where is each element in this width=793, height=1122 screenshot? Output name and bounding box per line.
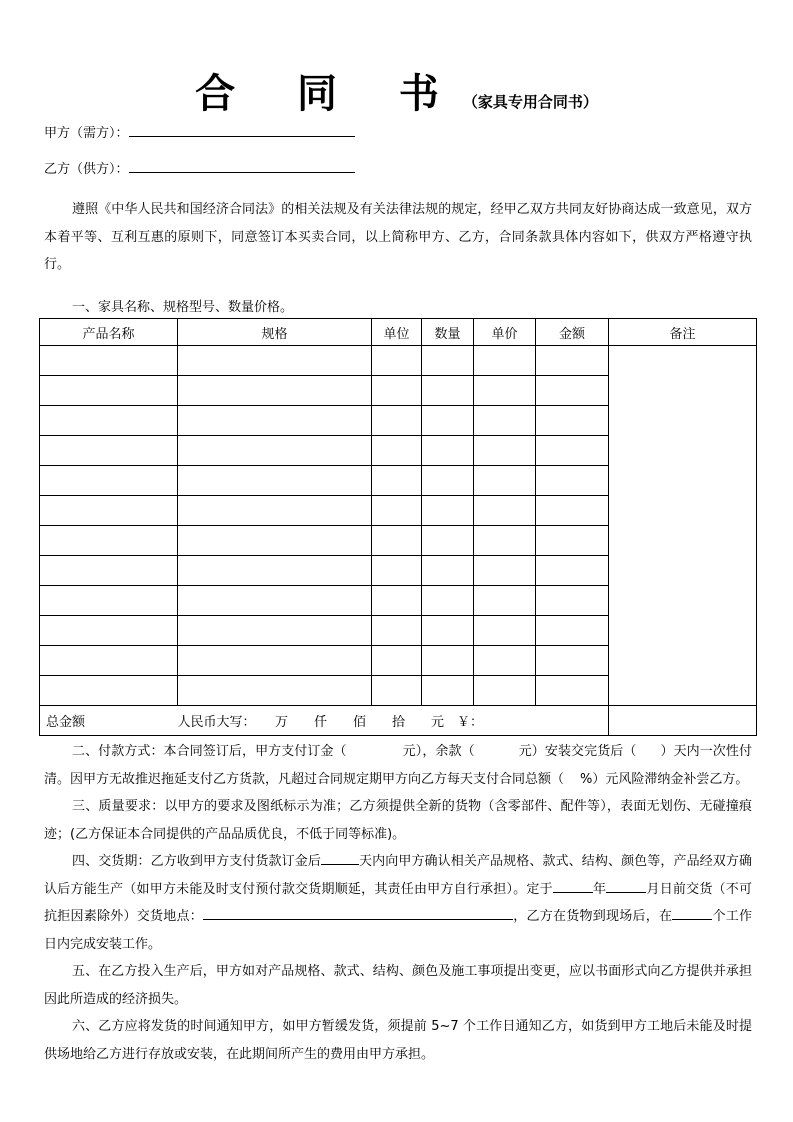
title-sub: （家具专用合同书）: [462, 93, 598, 111]
table-cell[interactable]: [474, 436, 536, 466]
table-cell[interactable]: [178, 526, 372, 556]
term-4-text-f: 个工作日内完成安装工作。: [44, 909, 752, 952]
term-4-text-a: 四、交货期：乙方收到甲方支付货款订金后: [72, 854, 321, 869]
header-remarks: 备注: [609, 319, 757, 346]
table-cell[interactable]: [40, 526, 178, 556]
table-cell[interactable]: [178, 676, 372, 706]
table-cell[interactable]: [536, 346, 609, 376]
header-unit: 单位: [372, 319, 422, 346]
table-cell[interactable]: [422, 676, 474, 706]
confirm-days-blank[interactable]: [321, 852, 359, 865]
title-main: 合 同 书: [195, 70, 463, 117]
table-cell[interactable]: [536, 496, 609, 526]
table-cell[interactable]: [422, 586, 474, 616]
table-cell[interactable]: [422, 556, 474, 586]
table-cell[interactable]: [178, 376, 372, 406]
total-remarks-cell[interactable]: [609, 706, 757, 736]
product-table: [39, 318, 757, 736]
table-cell[interactable]: [372, 376, 422, 406]
table-cell[interactable]: [178, 466, 372, 496]
table-cell[interactable]: [474, 616, 536, 646]
table-cell[interactable]: [474, 346, 536, 376]
table-cell[interactable]: [40, 436, 178, 466]
table-cell[interactable]: [536, 466, 609, 496]
table-cell[interactable]: [40, 676, 178, 706]
table-cell[interactable]: [422, 526, 474, 556]
table-cell[interactable]: [178, 346, 372, 376]
table-cell[interactable]: [178, 436, 372, 466]
table-cell[interactable]: [40, 496, 178, 526]
table-cell[interactable]: [178, 496, 372, 526]
table-cell[interactable]: [536, 676, 609, 706]
terms-section: [44, 738, 752, 1068]
table-cell[interactable]: [372, 646, 422, 676]
table-cell[interactable]: [536, 436, 609, 466]
table-cell[interactable]: [474, 526, 536, 556]
table-cell[interactable]: [40, 586, 178, 616]
table-cell[interactable]: [372, 496, 422, 526]
table-cell[interactable]: [474, 586, 536, 616]
party-b-label: 乙方（供方）：: [44, 162, 129, 177]
party-a-label: 甲方（需方）：: [44, 126, 129, 141]
table-cell[interactable]: [178, 556, 372, 586]
table-cell[interactable]: [422, 466, 474, 496]
table-cell[interactable]: [40, 616, 178, 646]
total-row: [40, 706, 757, 736]
table-cell[interactable]: [372, 406, 422, 436]
table-cell[interactable]: [372, 676, 422, 706]
party-a-field[interactable]: [129, 122, 355, 137]
table-cell[interactable]: [474, 646, 536, 676]
year-blank[interactable]: [553, 880, 593, 893]
table-cell[interactable]: [372, 616, 422, 646]
table-cell[interactable]: [474, 676, 536, 706]
table-cell[interactable]: [178, 406, 372, 436]
header-unit-price: 单价: [474, 319, 536, 346]
table-cell[interactable]: [372, 466, 422, 496]
header-amount: 金额: [536, 319, 609, 346]
term-2-text-b: 元），余款（: [402, 744, 475, 759]
term-4-text-c: 年: [592, 881, 607, 897]
table-cell[interactable]: [474, 556, 536, 586]
term-2-text-d: ）天内一次性付清。因甲方无故推迟拖延支付乙方货款，凡超过合同规定期甲方向乙方每天支付合同总额（: [44, 744, 752, 787]
table-cell[interactable]: [372, 586, 422, 616]
header-spec: 规格: [178, 319, 372, 346]
party-a-line: [44, 122, 355, 141]
term-2: [44, 738, 752, 793]
intro-paragraph: 遵照《中华人民共和国经济合同法》的相关法规及有关法律法规的规定，经甲乙双方共同友好协商达成一致意见，双方本着平等、互利互惠的原则下，同意签订本买卖合同，以上简称甲方、乙方，合同条款具体内容如下，供双方严格遵守执行。: [44, 202, 752, 272]
header-quantity: 数量: [422, 319, 474, 346]
table-cell[interactable]: [178, 616, 372, 646]
table-cell[interactable]: [372, 346, 422, 376]
document-title: [0, 62, 793, 119]
install-days-blank[interactable]: [672, 907, 712, 920]
table-cell[interactable]: [422, 376, 474, 406]
term-4-text-d: 月日前交货（不可抗拒因素除外）交货地点：: [44, 881, 752, 924]
table-cell[interactable]: [474, 376, 536, 406]
month-blank[interactable]: [606, 880, 646, 893]
table-cell[interactable]: [422, 616, 474, 646]
party-b-line: [44, 158, 355, 177]
term-4-text-b: 天内向甲方确认相关产品规格、款式、结构、颜色等，产品经双方确认后方能生产（如甲方未能及时支付预付款交货期顺延，其责任由甲方自行承担）。定于: [44, 854, 752, 897]
table-cell[interactable]: [536, 406, 609, 436]
table-header-row: [40, 319, 757, 346]
delivery-address-blank[interactable]: [203, 907, 513, 920]
table-cell[interactable]: [372, 556, 422, 586]
table-cell[interactable]: [40, 376, 178, 406]
table-cell[interactable]: [536, 646, 609, 676]
total-label: 总金额: [40, 706, 178, 736]
term-4-text-e: ，乙方在货物到现场后，在: [512, 909, 673, 924]
table-cell[interactable]: [536, 526, 609, 556]
table-cell[interactable]: [372, 436, 422, 466]
table-cell[interactable]: [422, 346, 474, 376]
total-amount-text: 人民币大写： 万 仟 佰 拾 元 ￥：: [178, 706, 609, 736]
table-cell[interactable]: [536, 616, 609, 646]
table-cell[interactable]: [474, 466, 536, 496]
table-cell[interactable]: [536, 376, 609, 406]
section1-title: 一、家具名称、规格型号、数量价格。: [72, 300, 294, 315]
term-6: 六、乙方应将发货的时间通知甲方，如甲方暂缓发货，须提前 5~7 个工作日通知乙方，如货到甲方工地后未能及时提供场地给乙方进行存放或安装，在此期间所产生的费用由甲方承担。: [44, 1019, 752, 1062]
table-cell[interactable]: [474, 496, 536, 526]
table-cell[interactable]: [536, 556, 609, 586]
term-2-text-e: %）元风险滞纳金补尝乙方。: [580, 771, 749, 787]
table-cell[interactable]: [422, 436, 474, 466]
header-product-name: 产品名称: [40, 319, 178, 346]
table-row: [40, 346, 757, 376]
table-cell[interactable]: [40, 646, 178, 676]
table-cell[interactable]: [178, 646, 372, 676]
term-2-text-c: 元）安装交完货后（: [518, 744, 637, 759]
table-cell[interactable]: [474, 406, 536, 436]
table-cell[interactable]: [372, 526, 422, 556]
table-cell[interactable]: [40, 556, 178, 586]
term-5: 五、在乙方投入生产后，甲方如对产品规格、款式、结构、颜色及施工事项提出变更，应以书面形式向乙方提供并承担因此所造成的经济损失。: [44, 964, 752, 1007]
table-cell[interactable]: [40, 466, 178, 496]
term-3: 三、质量要求：以甲方的要求及图纸标示为准；乙方须提供全新的货物（含零部件、配件等），表面无划伤、无碰撞痕迹；(乙方保证本合同提供的产品品质优良，不低于同等标准)。: [44, 799, 752, 842]
term-2-text-a: 二、付款方式：本合同签订后，甲方支付订金（: [72, 744, 347, 759]
party-b-field[interactable]: [129, 158, 355, 173]
table-cell[interactable]: [536, 586, 609, 616]
term-4: [44, 848, 752, 958]
table-cell[interactable]: [40, 346, 178, 376]
table-cell[interactable]: [178, 586, 372, 616]
table-cell[interactable]: [422, 406, 474, 436]
table-cell[interactable]: [422, 646, 474, 676]
remarks-cell[interactable]: [609, 346, 757, 706]
table-cell[interactable]: [40, 406, 178, 436]
table-cell[interactable]: [422, 496, 474, 526]
